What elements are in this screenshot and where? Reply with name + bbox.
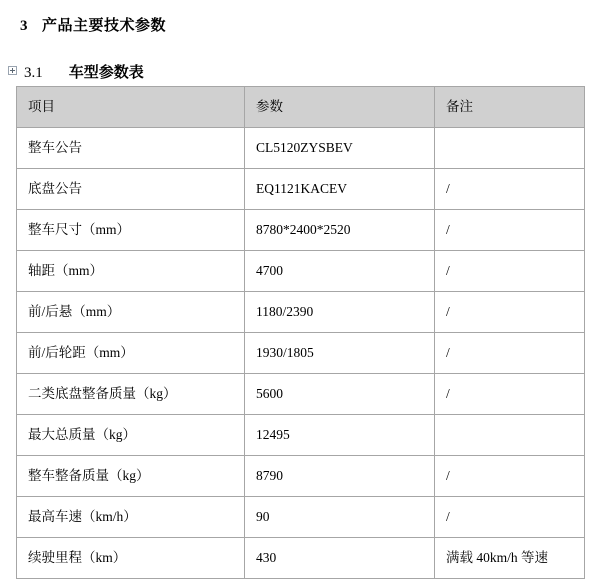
table-row xyxy=(17,456,585,497)
spec-table-container xyxy=(16,86,584,579)
cell-item: 前/后悬（mm） xyxy=(17,292,245,333)
table-row xyxy=(17,538,585,579)
page-title xyxy=(0,0,600,35)
cell-note: / xyxy=(435,169,585,210)
cell-value: 8780*2400*2520 xyxy=(245,210,435,251)
cell-value: 12495 xyxy=(245,415,435,456)
table-row xyxy=(17,497,585,538)
column-header-item: 项目 xyxy=(17,87,245,128)
cell-note: / xyxy=(435,333,585,374)
heading2-number: 3.1 xyxy=(24,65,43,81)
cell-value: CL5120ZYSBEV xyxy=(245,128,435,169)
cell-note: / xyxy=(435,210,585,251)
cell-value: 4700 xyxy=(245,251,435,292)
cell-item: 整车公告 xyxy=(17,128,245,169)
plus-icon[interactable] xyxy=(8,66,17,75)
cell-note: / xyxy=(435,456,585,497)
cell-value: 430 xyxy=(245,538,435,579)
heading1-text: 产品主要技术参数 xyxy=(42,18,167,34)
table-header-row xyxy=(17,87,585,128)
cell-item: 整车尺寸（mm） xyxy=(17,210,245,251)
table-row xyxy=(17,374,585,415)
cell-note: / xyxy=(435,497,585,538)
table-row xyxy=(17,128,585,169)
cell-note xyxy=(435,128,585,169)
cell-item: 整车整备质量（kg） xyxy=(17,456,245,497)
cell-note: 满载 40km/h 等速 xyxy=(435,538,585,579)
cell-value: 1930/1805 xyxy=(245,333,435,374)
cell-item: 底盘公告 xyxy=(17,169,245,210)
table-row xyxy=(17,169,585,210)
cell-value: 1180/2390 xyxy=(245,292,435,333)
cell-value: EQ1121KACEV xyxy=(245,169,435,210)
section-heading xyxy=(0,35,600,82)
column-header-note: 备注 xyxy=(435,87,585,128)
spec-table xyxy=(16,86,585,579)
cell-item: 最大总质量（kg） xyxy=(17,415,245,456)
cell-value: 5600 xyxy=(245,374,435,415)
table-row xyxy=(17,210,585,251)
cell-note: / xyxy=(435,292,585,333)
cell-item: 续驶里程（km） xyxy=(17,538,245,579)
cell-note: / xyxy=(435,374,585,415)
table-row xyxy=(17,333,585,374)
cell-item: 轴距（mm） xyxy=(17,251,245,292)
heading1-number: 3 xyxy=(20,18,28,34)
heading2-text: 车型参数表 xyxy=(68,65,144,81)
table-row xyxy=(17,251,585,292)
cell-item: 二类底盘整备质量（kg） xyxy=(17,374,245,415)
column-header-value: 参数 xyxy=(245,87,435,128)
cell-value: 90 xyxy=(245,497,435,538)
cell-note: / xyxy=(435,251,585,292)
table-row xyxy=(17,292,585,333)
cell-item: 前/后轮距（mm） xyxy=(17,333,245,374)
table-row xyxy=(17,415,585,456)
cell-value: 8790 xyxy=(245,456,435,497)
cell-item: 最高车速（km/h） xyxy=(17,497,245,538)
cell-note xyxy=(435,415,585,456)
